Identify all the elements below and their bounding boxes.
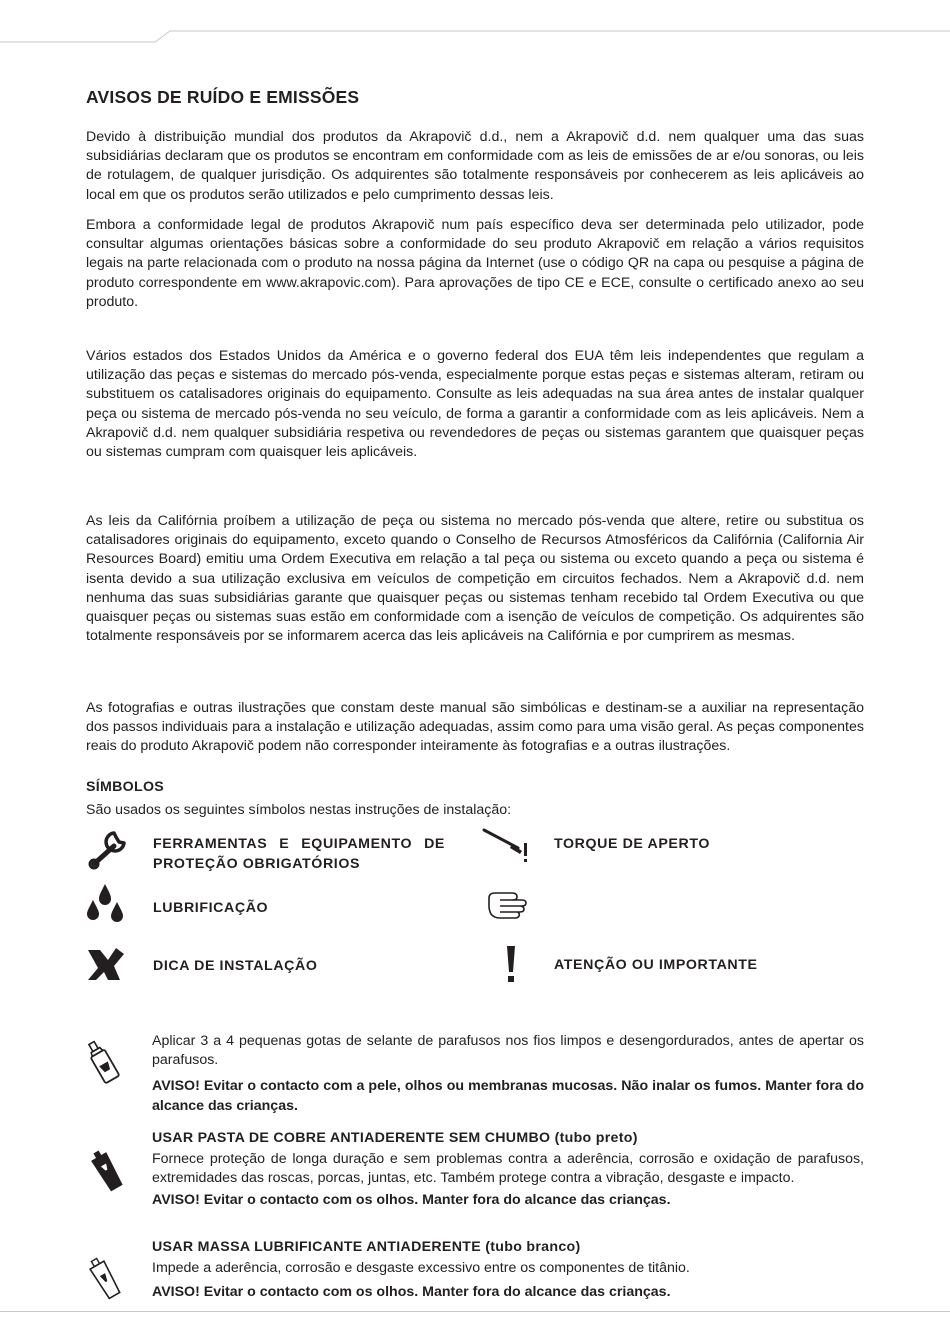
sealant-bottle-icon (84, 1038, 122, 1088)
product-note-copper-paste (152, 1129, 864, 1210)
symbols-intro: São usados os seguintes símbolos nestas instruções de instalação: (86, 802, 512, 818)
symbol-label-tools: FERRAMENTAS E EQUIPAMENTO DE PROTEÇÃO OBRIGATÓRIOS (153, 836, 445, 872)
product-note-antiseize (152, 1238, 864, 1303)
white-tube-icon (86, 1256, 124, 1302)
symbols-title: SÍMBOLOS (86, 779, 165, 795)
footer-rule (0, 1311, 950, 1312)
product-note-sealant (152, 1032, 864, 1116)
product-warning: AVISO! Evitar o contacto com os olhos. Manter fora do alcance das crianças. (152, 1284, 671, 1301)
wrench-icon (86, 830, 128, 872)
symbol-label-lubrication: LUBRIFICAÇÃO (153, 900, 269, 916)
paragraph-usa-laws: Vários estados dos Estados Unidos da América e o governo federal dos EUA têm leis independentes que regulam a utilização das peças e sistemas do mercado pós-venda, especialmente porque estas peças e sistemas alteram, retiram ou substituem os catalisadores originais do equipamento. Consulte as leis adequadas na sua área antes de instalar qualquer peça ou sistema de mercado pós-venda no seu veículo, de forma a garantir a conformidade com as leis aplicáveis. Nem a Akrapovič d.d. nem qualquer subsidiária respetiva ou revendedores de peças ou sistemas garantem que quaisquer peças ou sistemas cumpram com quaisquer leis aplicáveis. (86, 348, 864, 461)
exclamation-icon (503, 944, 519, 984)
symbol-label-install-tip: DICA DE INSTALAÇÃO (153, 958, 318, 974)
paragraph-distribution: Devido à distribuição mundial dos produtos da Akrapovič d.d., nem a Akrapovič d.d. nem qualquer uma das suas subsidiárias declaram que os produtos se encontram em conformidade com as leis de emissões de ar e/ou sonoras, ou leis de rotulagem, de qualquer jurisdição. Os adquirentes são totalmente responsáveis por conhecerem as leis aplicáveis ao local em que os produtos serão utilizados e pelo cumprimento dessas leis. (86, 129, 864, 203)
product-text: Fornece proteção de longa duração e sem problemas contra a aderência, corrosão e oxidação de parafusos, extremidades das roscas, porcas, juntas, etc. Também protege contra a vibração, desgaste e impacto. (152, 1151, 864, 1187)
paragraph-california: As leis da Califórnia proíbem a utilização de peça ou sistema no mercado pós-venda que altere, retire ou substitua os catalisadores originais do equipamento, exceto quando o Conselho de Recursos Atmosféricos da Califórnia (California Air Resources Board) emitiu uma Ordem Executiva em relação a tal peça ou sistema ou exceto quando a peça ou sistema é isenta devido a sua utilização exclusiva em veículos de competição em circuitos fechados. Nem a Akrapovič d.d. nem nenhuma das suas subsidiárias garante que quaisquer peças ou sistemas tenham recebido tal Ordem Executiva ou que quaisquer peças ou sistemas suas estão em conformidade com a isenção de veículos de competição. Os adquirentes são totalmente responsáveis por se informarem acerca das leis aplicáveis na Califórnia e por cumprirem as mesmas. (86, 513, 864, 645)
oil-drops-icon (85, 882, 125, 922)
hand-tighten-icon (486, 888, 530, 922)
torque-wrench-icon (482, 826, 530, 866)
header-rule (0, 28, 950, 44)
product-heading: USAR PASTA DE COBRE ANTIADERENTE SEM CHUMBO (tubo preto) (152, 1130, 638, 1146)
product-heading: USAR MASSA LUBRIFICANTE ANTIADERENTE (tubo branco) (152, 1239, 581, 1255)
symbol-label-attention: ATENÇÃO OU IMPORTANTE (554, 957, 758, 973)
paragraph-compliance: Embora a conformidade legal de produtos Akrapovič num país específico deva ser determinada pelo utilizador, pode consultar algumas orientações básicas sobre a conformidade do seu produto Akrapovič em relação a vários requisitos legais na parte relacionada com o produto na nossa página da Internet (use o código QR na capa ou pesquise a página de produto correspondente em www.akrapovic.com). Para aprovações de tipo CE e ECE, consulte o certificado anexo ao seu produto. (86, 217, 864, 310)
symbol-label-torque: TORQUE DE APERTO (554, 836, 710, 852)
paragraph-illustrations: As fotografias e outras ilustrações que constam deste manual são simbólicas e destinam-se a auxiliar na representação dos passos individuais para a instalação e utilização adequadas, assim como para uma visão geral. As peças componentes reais do produto Akrapovič podem não corresponder inteiramente às fotografias e a outras ilustrações. (86, 700, 864, 755)
product-warning: AVISO! Evitar o contacto com os olhos. Manter fora do alcance das crianças. (152, 1191, 671, 1208)
product-warning: AVISO! Evitar o contacto com a pele, olhos ou membranas mucosas. Não inalar os fumos. Manter fora do alcance das crianças. (152, 1078, 864, 1114)
product-text: Aplicar 3 a 4 pequenas gotas de selante de parafusos nos fios limpos e desengordurados, antes de apertar os parafusos. (152, 1033, 864, 1069)
page-title: AVISOS DE RUÍDO E EMISSÕES (86, 87, 360, 107)
akrapovic-logo-icon (86, 946, 126, 982)
product-text: Impede a aderência, corrosão e desgaste excessivo entre os componentes de titânio. (152, 1260, 690, 1277)
black-tube-icon (88, 1148, 126, 1194)
